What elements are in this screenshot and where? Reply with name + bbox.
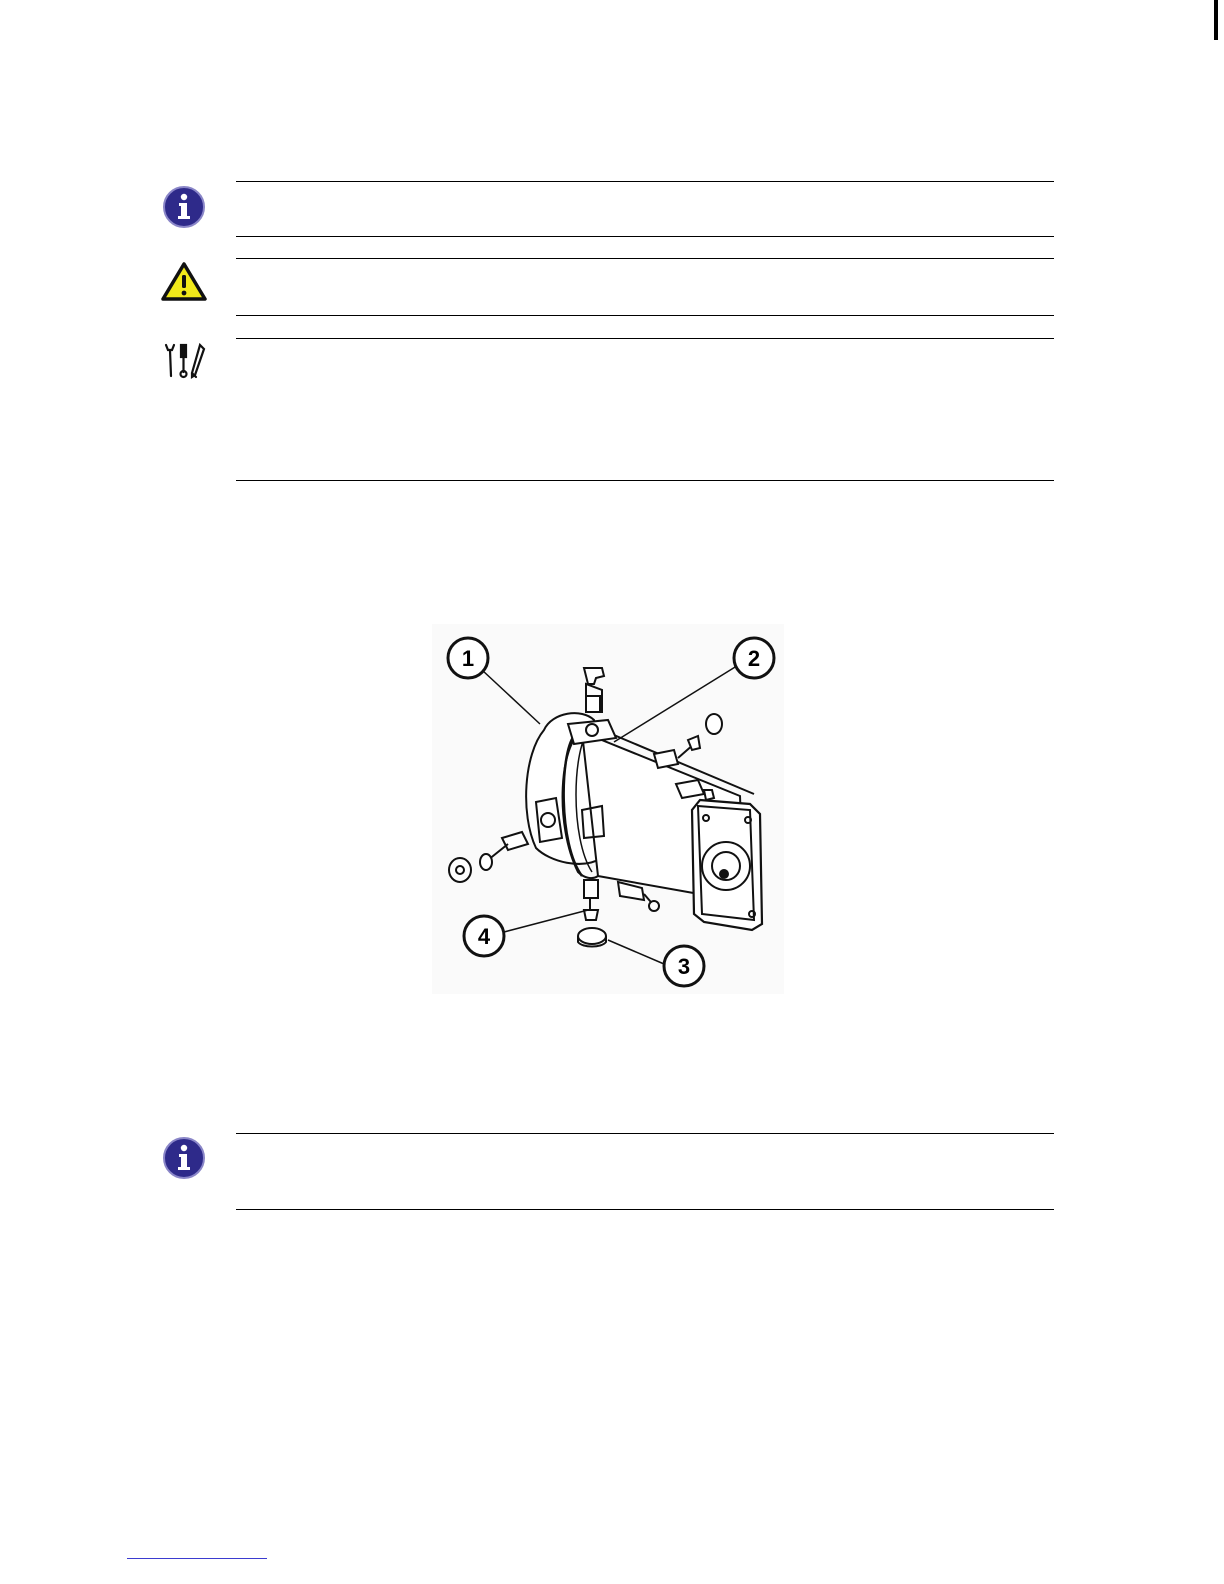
svg-text:4: 4 xyxy=(477,924,491,949)
info-icon xyxy=(162,1137,206,1179)
note-bottom-rule xyxy=(236,1209,1054,1210)
tools-icon xyxy=(162,342,208,380)
callout-1 xyxy=(448,638,488,678)
note-top-rule xyxy=(236,1133,1054,1134)
footnote-rule xyxy=(127,1558,267,1559)
warning-top-rule xyxy=(236,258,1054,259)
page-edge-mark xyxy=(1214,0,1218,40)
svg-text:2: 2 xyxy=(747,646,761,671)
note-top-rule xyxy=(236,181,1054,182)
warning-icon xyxy=(161,262,207,302)
svg-text:3: 3 xyxy=(677,954,691,979)
motor-brush-diagram xyxy=(432,624,784,994)
note-bottom-rule xyxy=(236,236,1054,237)
tools-bottom-rule xyxy=(236,480,1054,481)
warning-bottom-rule xyxy=(236,315,1054,316)
callout-4 xyxy=(464,916,504,956)
callout-3 xyxy=(664,946,704,986)
info-icon xyxy=(162,186,206,228)
svg-text:1: 1 xyxy=(461,646,475,671)
callout-2 xyxy=(734,638,774,678)
tools-top-rule xyxy=(236,338,1054,339)
